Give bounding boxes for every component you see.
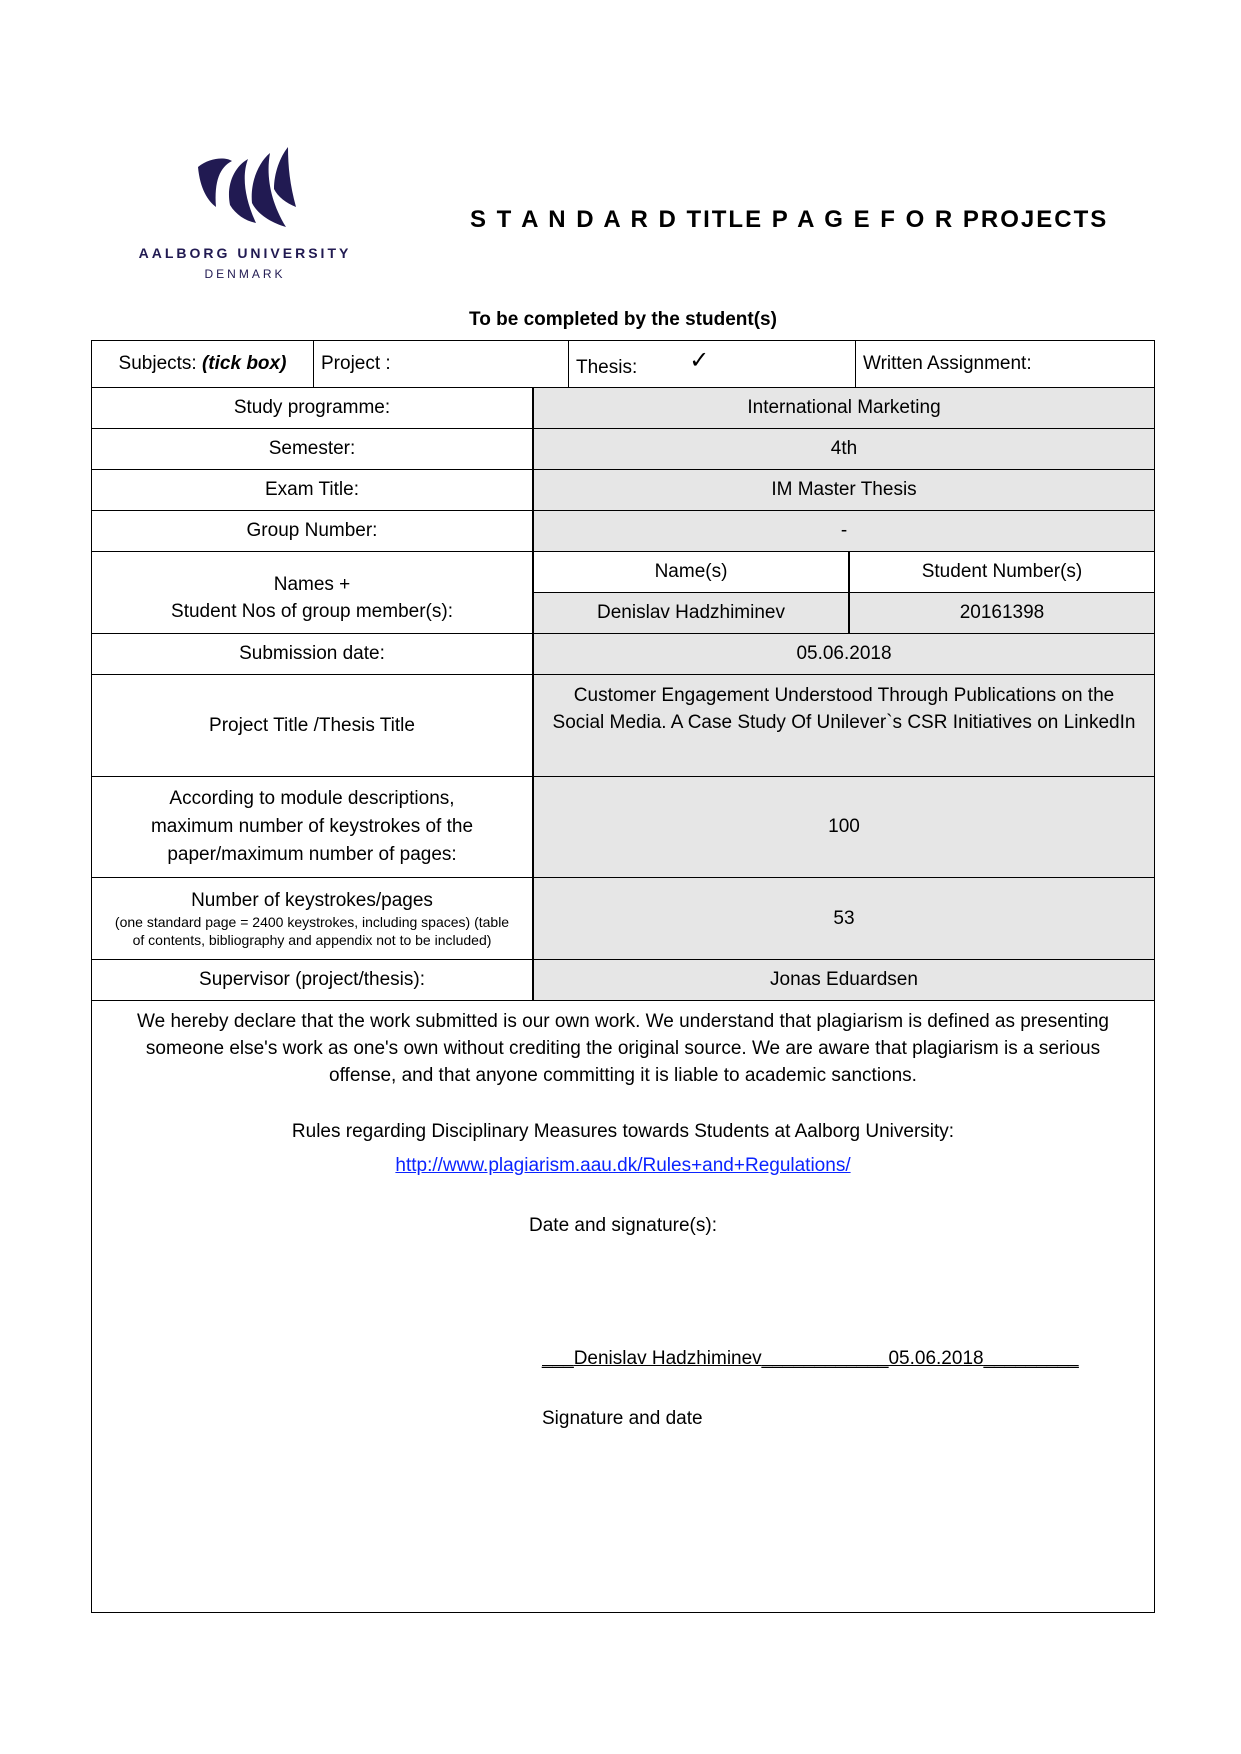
member-student-number[interactable]: 20161398 xyxy=(850,593,1154,633)
group-number-value[interactable]: - xyxy=(534,511,1154,551)
written-assignment-label: Written Assignment: xyxy=(863,353,1032,374)
names-column-header: Name(s) xyxy=(534,552,850,593)
check-icon: ✓ xyxy=(689,346,710,374)
submission-date-row xyxy=(91,634,1155,675)
signature-label: Signature and date xyxy=(542,1408,703,1429)
page-subtitle: To be completed by the student(s) xyxy=(469,309,777,330)
rules-link-container xyxy=(92,1155,1154,1177)
page-title: S T A N D A R D TITLE P A G E F O R PROJECTS xyxy=(470,206,1109,233)
keystrokes-value[interactable]: 53 xyxy=(534,878,1154,959)
member-name[interactable]: Denislav Hadzhiminev xyxy=(534,593,850,633)
exam-title-value[interactable]: IM Master Thesis xyxy=(534,470,1154,510)
semester-label: Semester: xyxy=(92,429,534,469)
project-title-value[interactable] xyxy=(534,675,1154,776)
study-programme-row xyxy=(91,388,1155,429)
submission-date-value[interactable]: 05.06.2018 xyxy=(534,634,1154,674)
signature-prefix: ___ xyxy=(542,1348,574,1369)
signature-date: 05.06.2018 xyxy=(888,1348,984,1369)
written-assignment-checkbox[interactable] xyxy=(856,341,1154,387)
declaration-section xyxy=(91,1000,1155,1613)
exam-title-label: Exam Title: xyxy=(92,470,534,510)
submission-date-label: Submission date: xyxy=(92,634,534,674)
declaration-text-line1: We hereby declare that the work submitted is our own work. We understand that plagiarism is defined as presenting xyxy=(137,1011,1109,1032)
max-keystrokes-value[interactable]: 100 xyxy=(534,777,1154,877)
keystrokes-label-line3: of contents, bibliography and appendix not to be included) xyxy=(132,931,492,948)
rules-link[interactable]: http://www.plagiarism.aau.dk/Rules+and+Regulations/ xyxy=(395,1155,851,1176)
semester-value[interactable]: 4th xyxy=(534,429,1154,469)
keystrokes-label-line1: Number of keystrokes/pages xyxy=(191,889,433,911)
study-programme-label: Study programme: xyxy=(92,388,534,428)
declaration-text xyxy=(100,1008,1146,1089)
supervisor-row xyxy=(91,960,1155,1001)
aau-waves-icon xyxy=(196,145,296,240)
project-title-line2: Social Media. A Case Study Of Unilever`s CSR Initiatives on LinkedIn xyxy=(552,712,1136,733)
keystrokes-label-line2: (one standard page = 2400 keystrokes, including spaces) (table xyxy=(114,913,510,930)
max-keystrokes-label-line2: maximum number of keystrokes of the xyxy=(150,816,474,837)
exam-title-row xyxy=(91,470,1155,511)
project-title-line1: Customer Engagement Understood Through Publications on the xyxy=(573,685,1115,706)
project-title-row xyxy=(91,675,1155,777)
supervisor-label: Supervisor (project/thesis): xyxy=(92,960,534,1000)
declaration-text-line3: offense, and that anyone committing it is liable to academic sanctions. xyxy=(329,1065,917,1086)
student-numbers-column-header: Student Number(s) xyxy=(850,552,1154,593)
study-programme-value[interactable]: International Marketing xyxy=(534,388,1154,428)
subjects-label-text: Subjects: xyxy=(118,353,197,374)
university-country: DENMARK xyxy=(204,267,286,281)
subjects-row xyxy=(91,340,1155,388)
project-label: Project : xyxy=(321,353,391,374)
thesis-checkbox[interactable] xyxy=(569,341,856,387)
keystrokes-label xyxy=(92,878,534,959)
university-logo xyxy=(138,145,368,285)
max-keystrokes-row xyxy=(91,777,1155,878)
group-members-row xyxy=(91,552,1155,634)
signature-suffix: _________ xyxy=(983,1348,1079,1369)
max-keystrokes-label-line1: According to module descriptions, xyxy=(169,788,455,809)
group-number-label: Group Number: xyxy=(92,511,534,551)
supervisor-value[interactable]: Jonas Eduardsen xyxy=(534,960,1154,1000)
project-checkbox[interactable] xyxy=(314,341,569,387)
university-name: AALBORG UNIVERSITY xyxy=(138,245,352,261)
thesis-label: Thesis: xyxy=(576,357,638,378)
keystrokes-row xyxy=(91,878,1155,960)
group-members-label-line2: Student Nos of group member(s): xyxy=(171,600,453,622)
subjects-label xyxy=(92,341,314,387)
project-title-label: Project Title /Thesis Title xyxy=(92,675,534,776)
signature-name: Denislav Hadzhiminev xyxy=(573,1348,762,1369)
date-signature-heading: Date and signature(s): xyxy=(529,1215,717,1236)
semester-row xyxy=(91,429,1155,470)
max-keystrokes-label-line3: paper/maximum number of pages: xyxy=(167,844,457,865)
group-members-label xyxy=(92,552,534,633)
subjects-label-emphasis: (tick box) xyxy=(201,353,287,374)
signature-gap: ____________ xyxy=(761,1348,889,1369)
signature-line[interactable] xyxy=(542,1348,1079,1370)
group-members-label-line1: Names + xyxy=(273,573,351,595)
rules-text: Rules regarding Disciplinary Measures towards Students at Aalborg University: xyxy=(291,1121,955,1142)
group-number-row xyxy=(91,511,1155,552)
max-keystrokes-label xyxy=(92,777,534,877)
declaration-text-line2: someone else's work as one's own without crediting the original source. We are aware that plagiarism is a serious xyxy=(145,1038,1101,1059)
